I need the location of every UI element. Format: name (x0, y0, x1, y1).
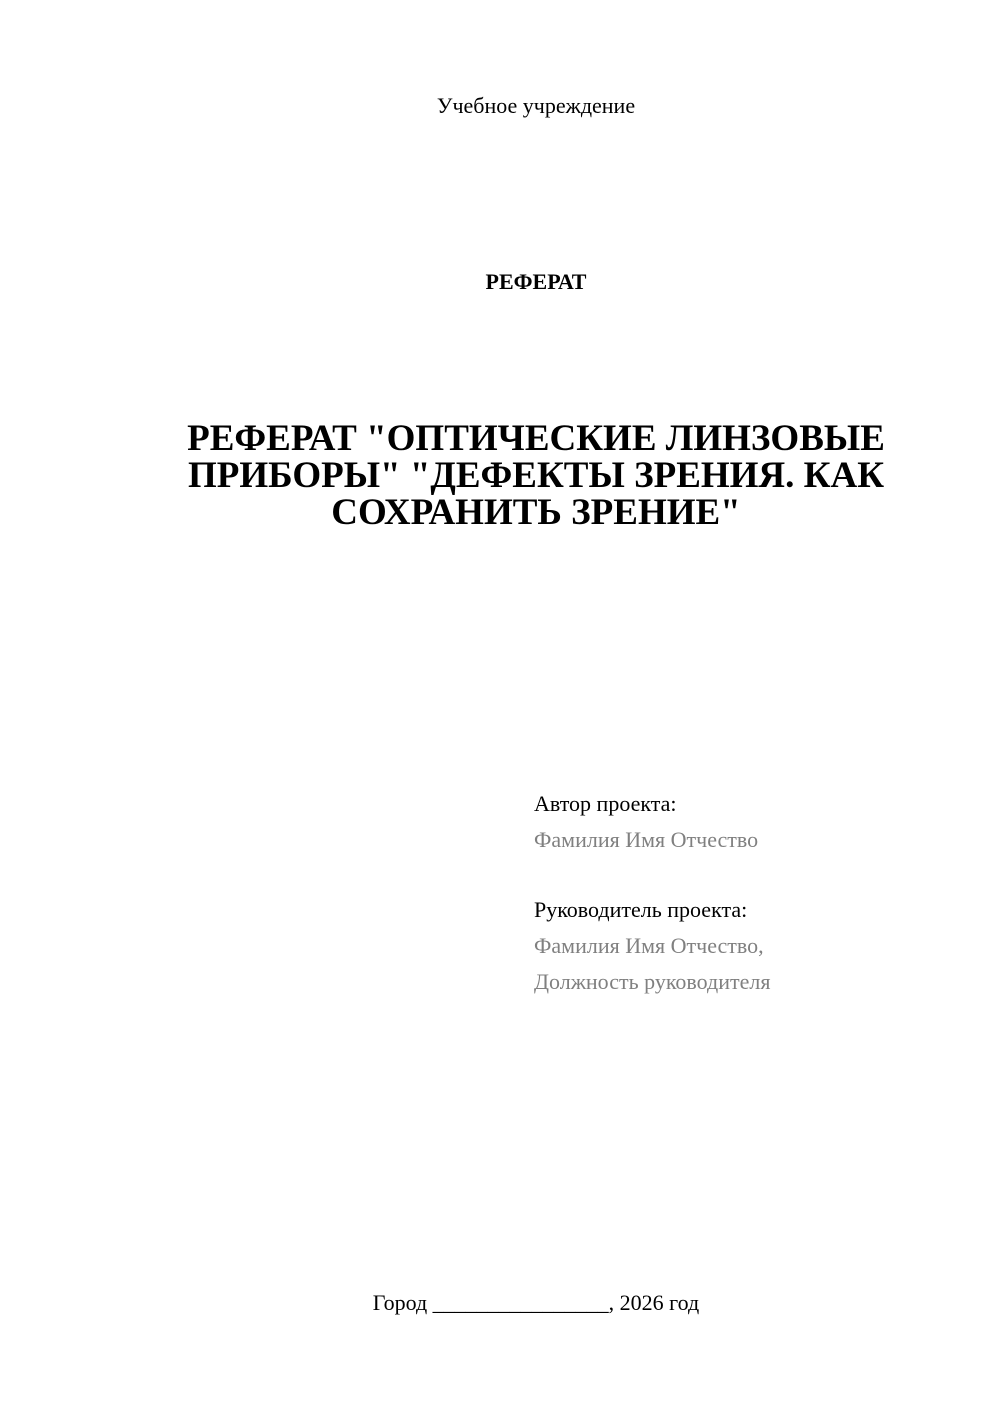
city-year-line: Город ________________, 2026 год (372, 1290, 700, 1315)
document-title: РЕФЕРАТ "ОПТИЧЕСКИЕ ЛИНЗОВЫЕ ПРИБОРЫ" "ДЕФЕКТЫ ЗРЕНИЯ. КАК СОХРАНИТЬ ЗРЕНИЕ" (187, 418, 885, 533)
institution-name: Учебное учреждение (436, 93, 636, 118)
supervisor-name: Фамилия Имя Отчество, (534, 933, 764, 958)
document-type: РЕФЕРАТ (485, 269, 587, 294)
author-name: Фамилия Имя Отчество (534, 827, 759, 852)
author-block (534, 786, 974, 858)
supervisor-position: Должность руководителя (534, 969, 771, 994)
supervisor-block (534, 892, 974, 1000)
supervisor-label: Руководитель проекта: (534, 897, 748, 922)
author-label: Автор проекта: (534, 791, 677, 816)
